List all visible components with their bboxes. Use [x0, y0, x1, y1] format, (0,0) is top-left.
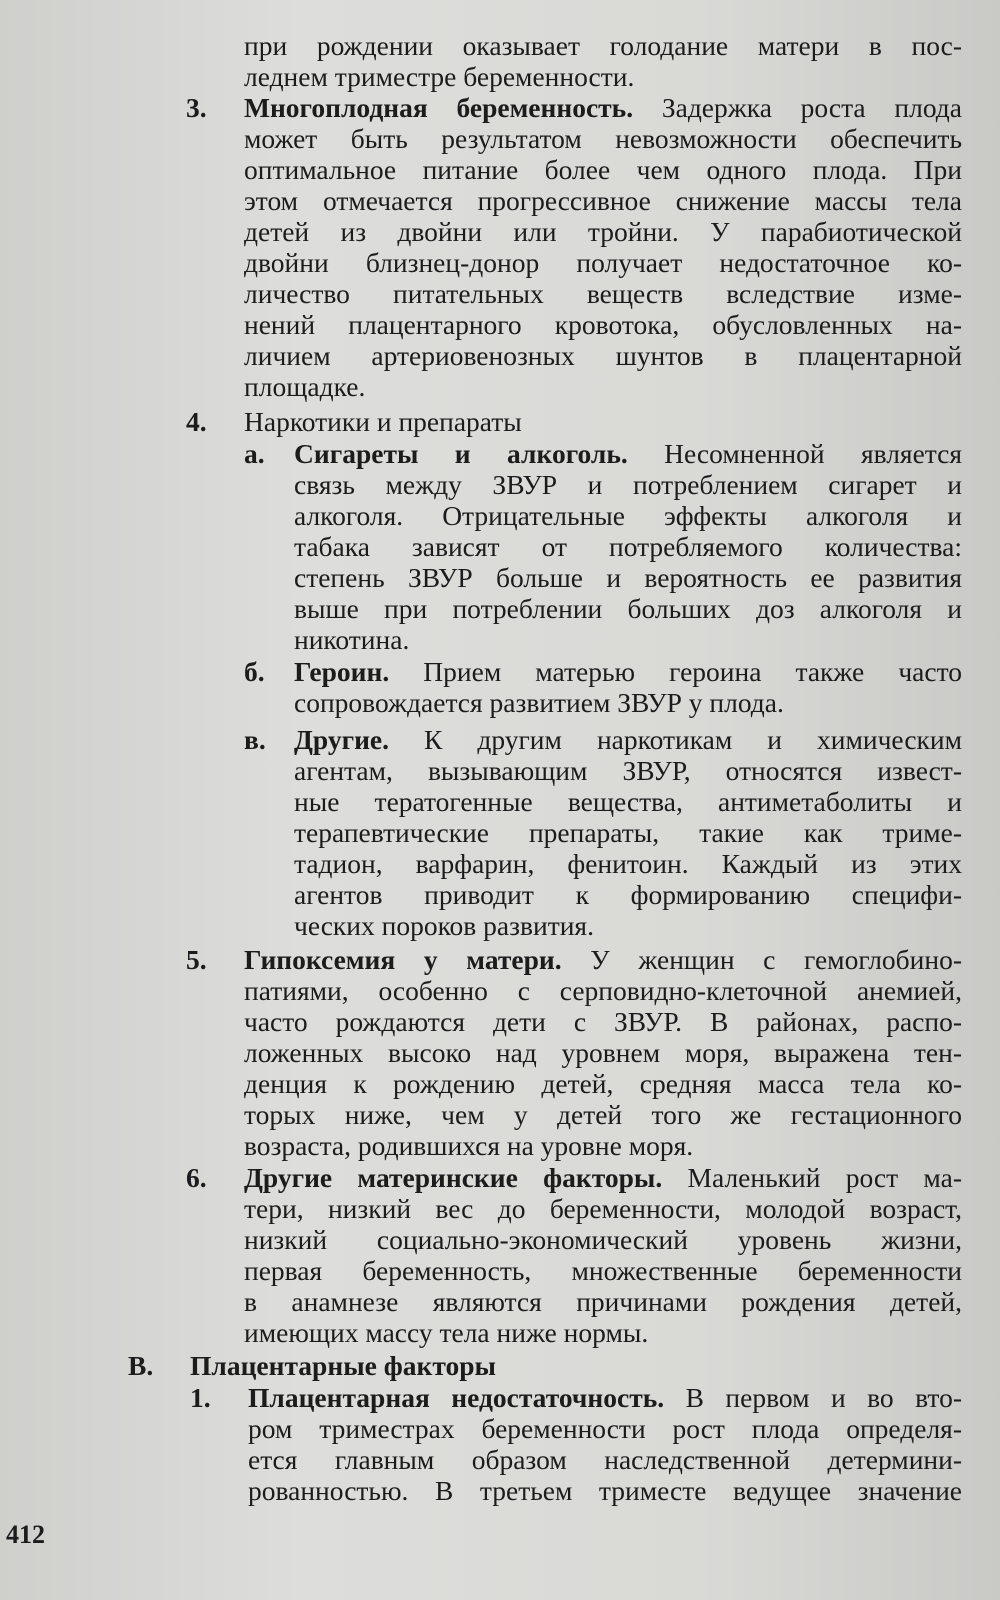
text-line: табака зависят от потребляемого количества:: [294, 531, 962, 562]
text-line: У женщин с гемоглобино-: [561, 944, 963, 975]
text-line: никотина.: [294, 624, 410, 655]
text-line: личество питательных веществ вследствие изме-: [244, 278, 962, 309]
text-line: в анамнезе являются причинами рождения детей,: [244, 1286, 962, 1317]
text-line: ложенных высоко над уровнем моря, выражена тен-: [244, 1037, 962, 1068]
subitem-a-paragraph: [294, 438, 962, 655]
text-line: агентам, вызывающим ЗВУР, относятся извест-: [294, 755, 962, 786]
text-line: тери, низкий вес до беременности, молодой возраст,: [244, 1193, 962, 1224]
text-line: первая беременность, множественные беременности: [244, 1255, 962, 1286]
item-heading: Многоплодная беременность.: [244, 92, 634, 123]
item-heading: Наркотики и препараты: [244, 406, 522, 437]
text-line: леднем триместре беременности.: [244, 61, 635, 92]
text-line: имеющих массу тела ниже нормы.: [244, 1317, 649, 1348]
item-number: 4.: [186, 406, 207, 437]
text-line: патиями, особенно с серповидно-клеточной анемией,: [244, 975, 962, 1006]
text-line: нений плацентарного кровотока, обусловленных на-: [244, 309, 962, 340]
section-b-title: [190, 1350, 962, 1381]
subitem-b-paragraph: [294, 656, 962, 718]
text-line: возраста, родившихся на уровне моря.: [244, 1130, 694, 1161]
subitem-letter: в.: [244, 724, 266, 755]
text-line: этом отмечается прогрессивное снижение массы тела: [244, 185, 962, 216]
page-number: 412: [6, 1520, 45, 1549]
item-heading: Другие материнские факторы.: [244, 1162, 663, 1193]
text-line: К другим наркотикам и химическим: [389, 724, 962, 755]
subitem-letter: б.: [244, 656, 265, 687]
subitem-v-paragraph: [294, 724, 962, 941]
text-line: Маленький рост ма-: [662, 1162, 962, 1193]
text-line: алкоголя. Отрицательные эффекты алкоголя и: [294, 500, 962, 531]
text-line: ные тератогенные вещества, антиметаболиты и: [294, 786, 962, 817]
text-line: часто рождаются дети с ЗВУР. В районах, распо-: [244, 1006, 962, 1037]
text-line: степень ЗВУР больше и вероятность ее развития: [294, 562, 962, 593]
text-line: сопровождается развитием ЗВУР у плода.: [294, 687, 784, 718]
item-3-paragraph: [244, 92, 962, 402]
intro-paragraph: [244, 30, 962, 92]
item-heading: Гипоксемия у матери.: [244, 944, 562, 975]
item-heading: Плацентарная недостаточность.: [248, 1382, 665, 1413]
section-b-item-1-paragraph: [248, 1382, 962, 1506]
text-line: оптимальное питание более чем одного плода. При: [244, 154, 962, 185]
text-line: личием артериовенозных шунтов в плацентарной: [244, 340, 962, 371]
item-number: 1.: [190, 1382, 211, 1413]
text-line: ется главным образом наследственной детермини-: [248, 1444, 962, 1475]
text-line: площадке.: [244, 371, 366, 402]
text-line: ром триместрах беременности рост плода определя-: [248, 1413, 962, 1444]
text-line: ческих пороков развития.: [294, 910, 594, 941]
item-number: 6.: [186, 1162, 207, 1193]
subitem-heading: Другие.: [294, 724, 390, 755]
text-line: тадион, варфарин, фенитоин. Каждый из этих: [294, 848, 962, 879]
text-line: терапевтические препараты, такие как триме-: [294, 817, 962, 848]
text-line: связь между ЗВУР и потреблением сигарет и: [294, 469, 962, 500]
text-line: детей из двойни или тройни. У парабиотической: [244, 216, 962, 247]
subitem-letter: а.: [244, 438, 265, 469]
text-line: В первом и во вто-: [664, 1382, 962, 1413]
text-line: рованностью. В третьем триместе ведущее значение: [248, 1475, 962, 1506]
item-number: 5.: [186, 944, 207, 975]
text-line: низкий социально-экономический уровень жизни,: [244, 1224, 962, 1255]
text-line: двойни близнец-донор получает недостаточное ко-: [244, 247, 962, 278]
text-line: может быть результатом невозможности обеспечить: [244, 123, 962, 154]
item-5-paragraph: [244, 944, 962, 1161]
text-line: при рождении оказывает голодание матери в пос-: [244, 30, 962, 61]
section-title: Плацентарные факторы: [190, 1350, 497, 1381]
section-letter: В.: [128, 1350, 154, 1381]
item-number: 3.: [186, 92, 207, 123]
text-line: Несомненной является: [627, 438, 962, 469]
subitem-heading: Героин.: [294, 656, 390, 687]
text-line: выше при потреблении больших доз алкоголя и: [294, 593, 962, 624]
text-line: Прием матерью героина также часто: [389, 656, 962, 687]
text-line: денция к рождению детей, средняя масса тела ко-: [244, 1068, 962, 1099]
subitem-heading: Сигареты и алкоголь.: [294, 438, 628, 469]
item-4-heading: [244, 406, 962, 437]
text-line: агентов приводит к формированию специфи-: [294, 879, 962, 910]
text-line: Задержка роста плода: [633, 92, 962, 123]
text-line: торых ниже, чем у детей того же гестационного: [244, 1099, 962, 1130]
item-6-paragraph: [244, 1162, 962, 1348]
